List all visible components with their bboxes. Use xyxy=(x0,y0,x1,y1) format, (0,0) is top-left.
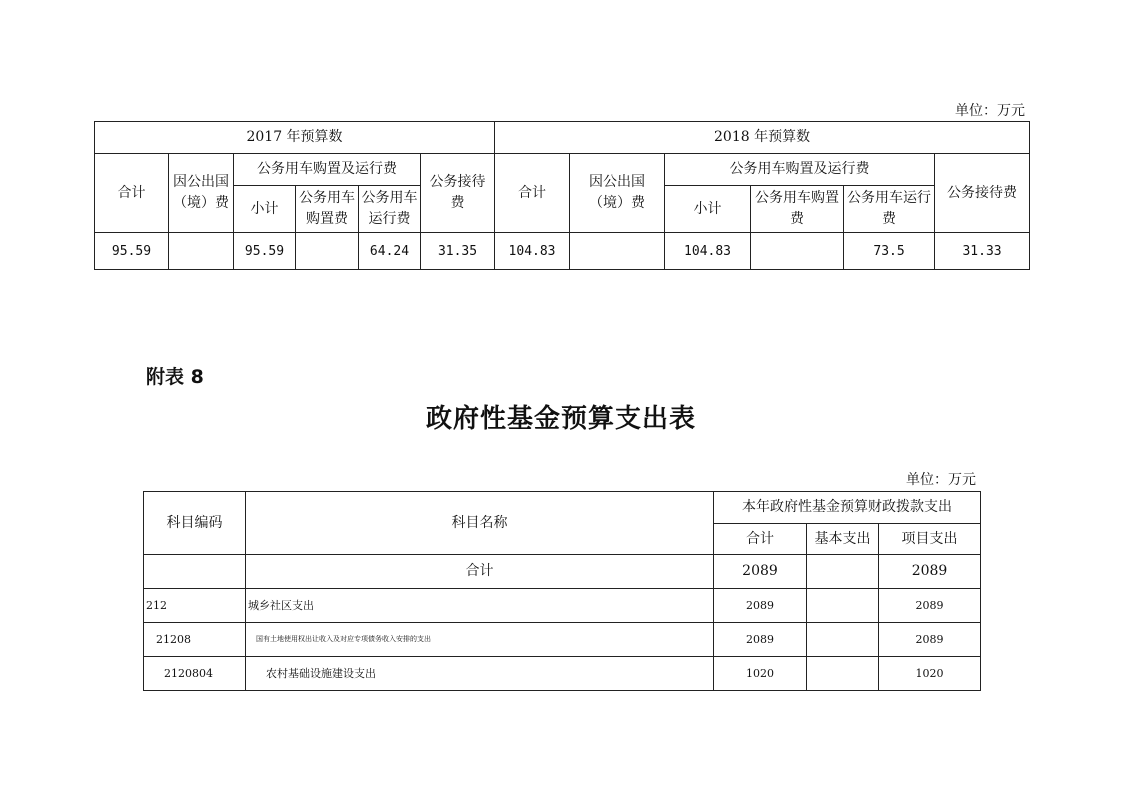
y2017-subtotal-header: 小计 xyxy=(234,186,296,233)
project-cell: 2089 xyxy=(879,589,981,623)
y2017-operation-header: 公务用车运行费 xyxy=(359,186,421,233)
y2017-outbound-header: 因公出国（境）费 xyxy=(169,154,234,233)
total-header: 合计 xyxy=(714,524,807,555)
table-row xyxy=(144,623,981,657)
year-2018-header: 2018 年预算数 xyxy=(495,122,1030,154)
y2017-vehicle-header: 公务用车购置及运行费 xyxy=(234,154,421,186)
total-cell: 2089 xyxy=(714,589,807,623)
total-label: 合计 xyxy=(246,555,714,589)
basic-header: 基本支出 xyxy=(807,524,879,555)
table-row xyxy=(144,589,981,623)
total-basic-cell xyxy=(807,555,879,589)
page-title: 政府性基金预算支出表 xyxy=(425,404,696,434)
y2018-purchase-cell xyxy=(751,233,844,270)
fund-budget-table xyxy=(143,491,981,691)
y2018-operation-cell: 73.5 xyxy=(844,233,935,270)
y2018-outbound-cell xyxy=(570,233,665,270)
y2017-purchase-cell xyxy=(296,233,359,270)
y2018-vehicle-header: 公务用车购置及运行费 xyxy=(665,154,935,186)
y2018-total-header: 合计 xyxy=(495,154,570,233)
y2017-total-header: 合计 xyxy=(95,154,169,233)
table-row xyxy=(144,657,981,691)
basic-cell xyxy=(807,589,879,623)
name-cell: 城乡社区支出 xyxy=(246,589,714,623)
total-row xyxy=(144,555,981,589)
code-cell: 212 xyxy=(144,589,246,623)
y2018-subtotal-header: 小计 xyxy=(665,186,751,233)
y2018-operation-header: 公务用车运行费 xyxy=(844,186,935,233)
table-row xyxy=(95,233,1030,270)
total-total-cell: 2089 xyxy=(714,555,807,589)
project-cell: 1020 xyxy=(879,657,981,691)
total-project-cell: 2089 xyxy=(879,555,981,589)
basic-cell xyxy=(807,657,879,691)
appendix-label: 附表 8 xyxy=(146,366,204,388)
project-cell: 2089 xyxy=(879,623,981,657)
total-cell: 2089 xyxy=(714,623,807,657)
name-cell: 国有土地使用权出让收入及对应专项债务收入安排的支出 xyxy=(246,623,714,657)
project-header: 项目支出 xyxy=(879,524,981,555)
code-header: 科目编码 xyxy=(144,492,246,555)
y2018-outbound-header: 因公出国（境）费 xyxy=(570,154,665,233)
table1-unit: 单位：万元 xyxy=(955,103,1025,119)
total-code-cell xyxy=(144,555,246,589)
year-2017-header: 2017 年预算数 xyxy=(95,122,495,154)
name-header: 科目名称 xyxy=(246,492,714,555)
y2017-purchase-header: 公务用车购置费 xyxy=(296,186,359,233)
code-cell: 2120804 xyxy=(144,657,246,691)
basic-cell xyxy=(807,623,879,657)
y2017-reception-header: 公务接待费 xyxy=(421,154,495,233)
table2-unit: 单位：万元 xyxy=(906,472,976,488)
public-expense-table xyxy=(94,121,1030,270)
fund-group-header: 本年政府性基金预算财政拨款支出 xyxy=(714,492,981,524)
name-cell: 农村基础设施建设支出 xyxy=(246,657,714,691)
code-cell: 21208 xyxy=(144,623,246,657)
y2018-reception-header: 公务接待费 xyxy=(935,154,1030,233)
y2018-purchase-header: 公务用车购置费 xyxy=(751,186,844,233)
total-cell: 1020 xyxy=(714,657,807,691)
y2017-total-cell: 95.59 xyxy=(95,233,169,270)
y2018-reception-cell: 31.33 xyxy=(935,233,1030,270)
y2017-outbound-cell xyxy=(169,233,234,270)
y2018-subtotal-cell: 104.83 xyxy=(665,233,751,270)
y2017-subtotal-cell: 95.59 xyxy=(234,233,296,270)
y2017-operation-cell: 64.24 xyxy=(359,233,421,270)
y2017-reception-cell: 31.35 xyxy=(421,233,495,270)
y2018-total-cell: 104.83 xyxy=(495,233,570,270)
